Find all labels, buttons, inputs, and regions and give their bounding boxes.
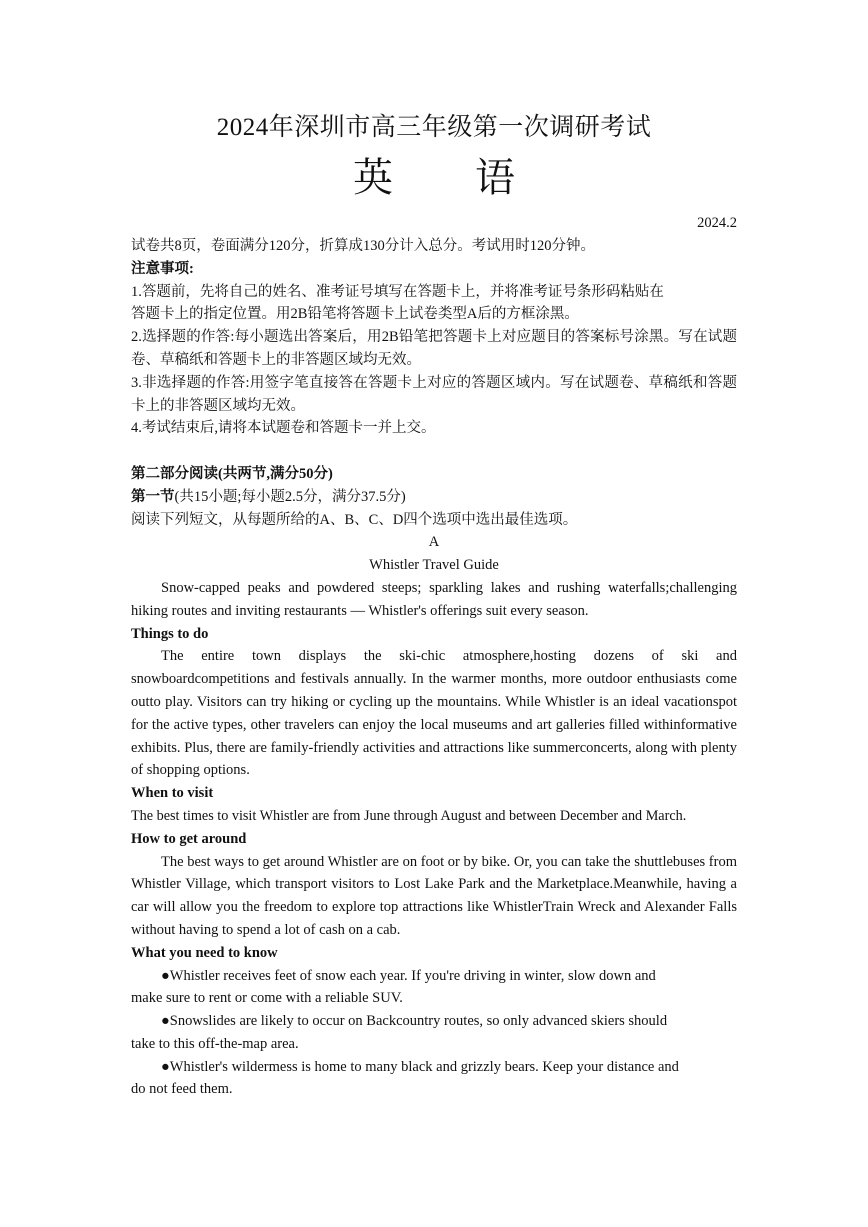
bullet-2-line-2: take to this off-the-map area. [131, 1035, 299, 1052]
paragraph-when-to-visit: The best times to visit Whistler are from June through August and between December and March. [131, 807, 687, 824]
exam-page [131, 110, 737, 1101]
note-4: 4.考试结束后,请将本试题卷和答题卡一并上交。 [131, 420, 436, 437]
note-2: 2.选择题的作答:每小题选出答案后，用2B铅笔把答题卡上对应题目的答案标号涂黑。写在试题卷、草稿纸和答题卡上的非答题区域均无效。 [131, 329, 737, 368]
section-label: 第一节 [131, 488, 175, 505]
passage-letter: A [428, 534, 440, 551]
paragraph-how-to-get-around: The best ways to get around Whistler are on foot or by bike. Or, you can take the shuttlebuses from Whistler Village, which transport visitors to Lost Lake Park and the Marketplace.Meanwhile, having a car will allow you the freedom to explore top attractions like WhistlerTrain Wreck and Alexander Falls without having to spend a lot of cash on a cab. [131, 853, 737, 938]
spacer [131, 440, 737, 463]
bullet-3-line-1: ●Whistler's wildermess is home to many black and grizzly bears. Keep your distance and [161, 1058, 679, 1075]
notes-title: 注意事项: [131, 260, 194, 277]
bullet-1-line-2: make sure to rent or come with a reliable SUV. [131, 990, 403, 1007]
note-1-line-2: 答题卡上的指定位置。用2B铅笔将答题卡上试卷类型A后的方框涂黑。 [131, 306, 579, 323]
heading-how-to-get-around: How to get around [131, 830, 247, 847]
section-instruction: 阅读下列短文，从每题所给的A、B、C、D四个选项中选出最佳选项。 [131, 511, 578, 528]
passage-title: Whistler Travel Guide [369, 557, 499, 574]
heading-things-to-do: Things to do [131, 625, 209, 642]
exam-info: 试卷共8页，卷面满分120分，折算成130分计入总分。考试用时120分钟。 [131, 238, 595, 254]
bullet-2-line-1: ●Snowslides are likely to occur on Backcountry routes, so only advanced skiers should [161, 1013, 668, 1030]
exam-date: 2024.2 [697, 215, 737, 231]
section-subtitle [131, 486, 737, 509]
heading-what-you-need-to-know: What you need to know [131, 944, 278, 961]
bullet-1-line-1: ●Whistler receives feet of snow each year. If you're driving in winter, slow down and [161, 967, 656, 984]
note-1-line-1: 1.答题前，先将自己的姓名、准考证号填写在答题卡上，并将准考证号条形码粘贴在 [131, 283, 664, 300]
passage-intro: Snow-capped peaks and powdered steeps; sparkling lakes and rushing waterfalls;challenging hiking routes and inviting restaurants — Whistler's offerings suit every season. [131, 579, 737, 619]
heading-when-to-visit: When to visit [131, 785, 214, 802]
note-3: 3.非选择题的作答:用签字笔直接答在答题卡上对应的答题区域内。写在试题卷、草稿纸和答题卡上的非答题区域均无效。 [131, 374, 737, 414]
part-title: 第二部分阅读(共两节,满分50分) [131, 465, 333, 482]
section-score-info: (共15小题;每小题2.5分，满分37.5分) [174, 488, 406, 505]
exam-title: 2024年深圳市高三年级第一次调研考试 [216, 114, 652, 141]
paragraph-things-to-do: The entire town displays the ski-chic atmosphere,hosting dozens of ski and snowboardcompetitions and festivals annually. In the warmer months, more outdoor enthusiasts come outto play. Visitors can try hiking or cycling up the mountains. While Whistler is an ideal vacationspot for the active types, other travelers can enjoy the local museums and art galleries filled withinformative exhibits. Plus, there are family-friendly activities and attractions like summerconcerts, along with plenty of shopping options. [131, 648, 737, 779]
bullet-3-line-2: do not feed them. [131, 1081, 233, 1098]
subject-title: 英 语 [353, 155, 551, 200]
